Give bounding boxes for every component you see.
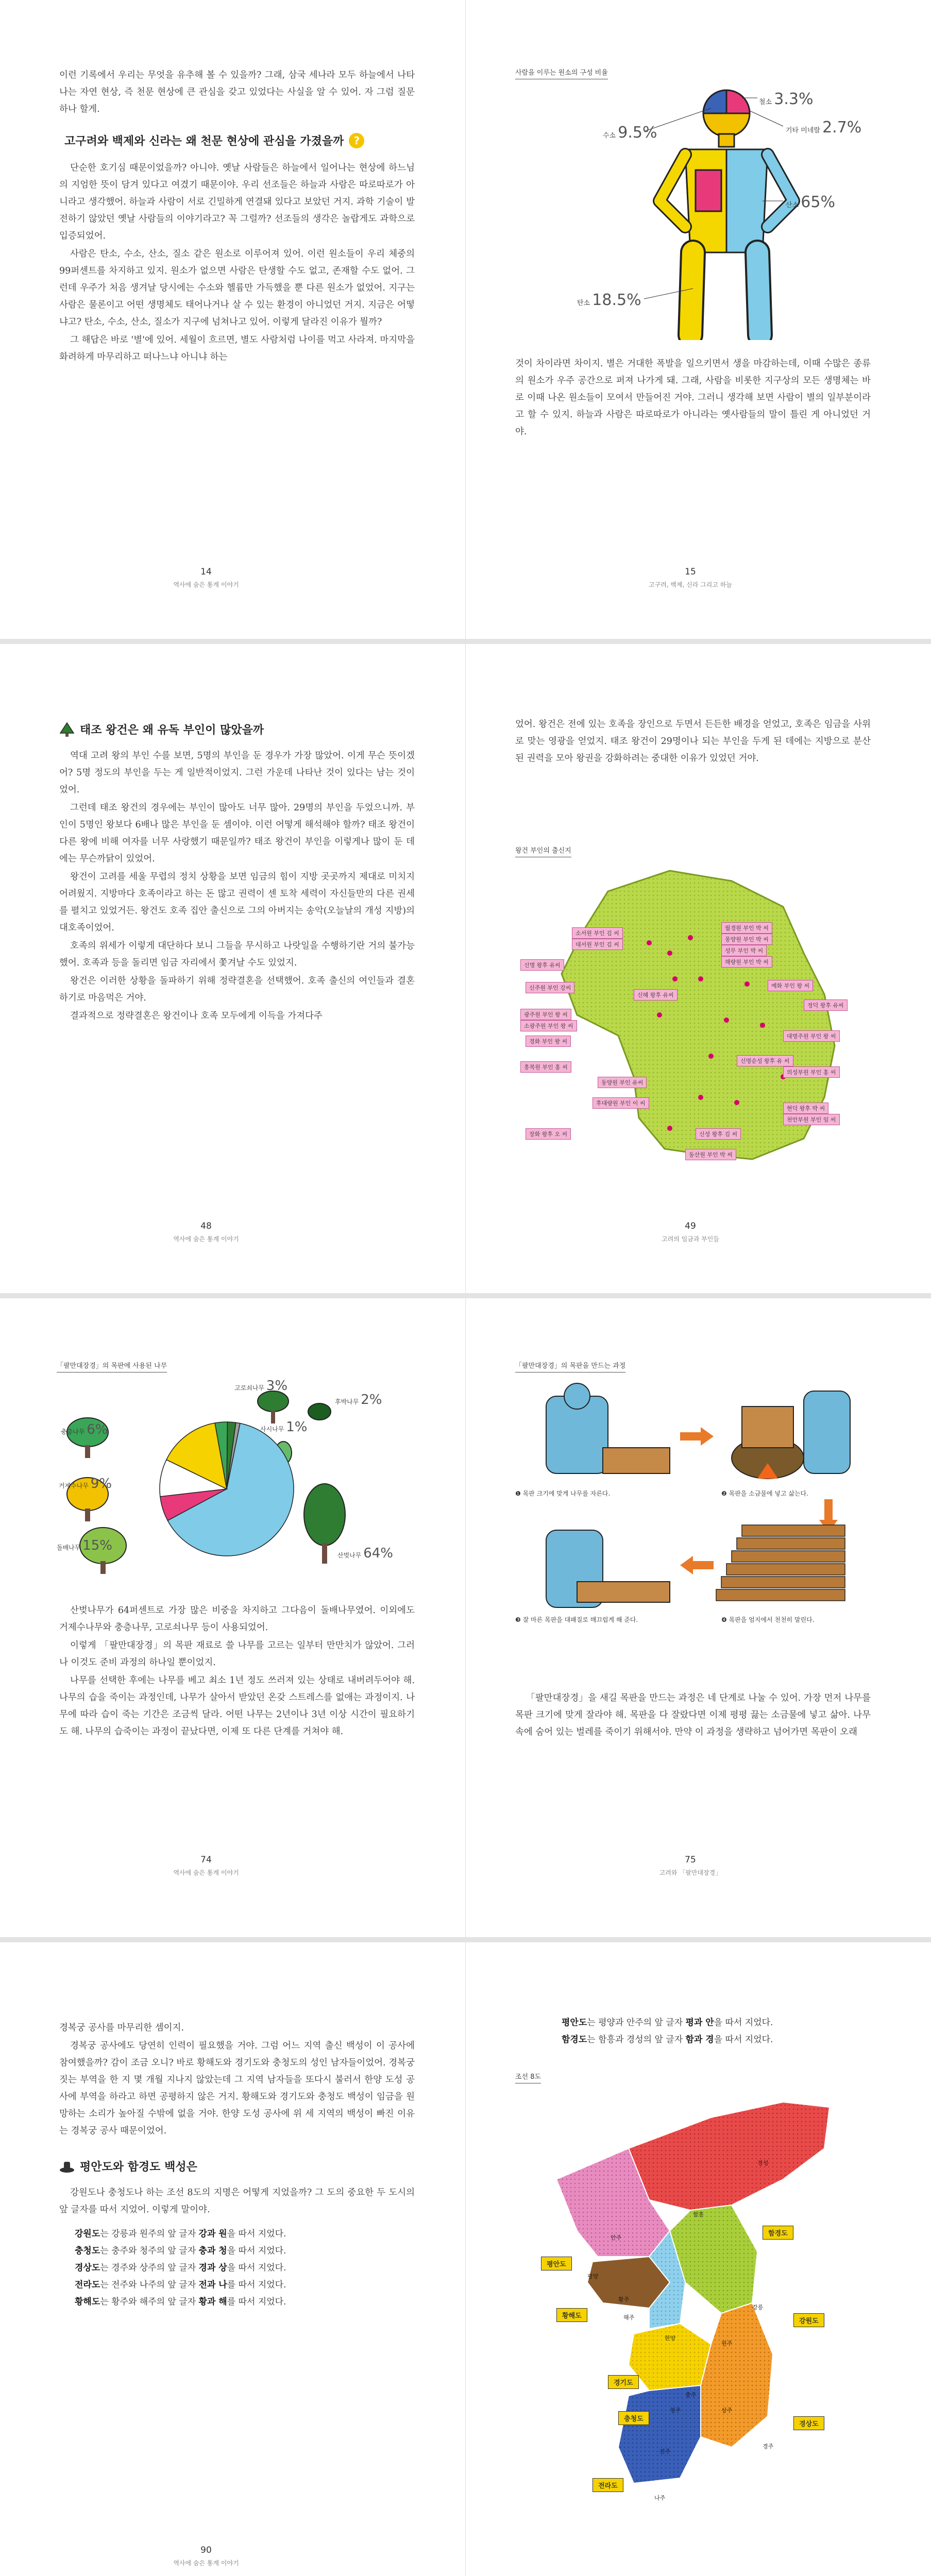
figure-caption: 「팔만대장경」의 목판을 만드는 과정 xyxy=(515,1360,625,1372)
map-label: 현덕 왕후 박 씨 xyxy=(783,1103,828,1114)
map-label: 황해도 xyxy=(556,2308,587,2322)
paragraph: 었어. 왕건은 전에 있는 호족을 장인으로 두면서 든든한 배경을 얻었고, 호족은 임금을 사위로 맞는 영광을 얻었지. 태조 왕건이 29명이나 되는 부인을 두게 된 데에는 지방으로 분산된 권력을 모아 왕권을 강화하려는 중대한 이유가 있었던 거야. xyxy=(515,719,871,764)
spread-3 xyxy=(0,1298,931,1937)
pie-label: 후박나무 2% xyxy=(335,1392,382,1408)
step-caption: ❶ 목판 크기에 맞게 나무를 자른다. xyxy=(515,1490,611,1497)
map-label: 황주 xyxy=(618,2296,630,2303)
map-label: 신혜 왕후 유씨 xyxy=(634,989,678,1001)
paragraph: 왕건이 고려를 세울 무렵의 정치 상황을 보면 임금의 힘이 지방 곳곳까지 제대로 미치지 어려웠지. 지방마다 호족이라고 하는 돈 많고 권력이 센 토착 세력이 자신들만의 다른 권세를 펼치고 있었거든. 왕건도 호족 집안 출신으로 그의 아버지는 송악(오늘날의 개성 지방)의 대호족이었어. xyxy=(59,872,415,933)
section-heading: 태조 왕건은 왜 유독 부인이 많았을까 xyxy=(59,721,415,737)
origin-item: 경상도는 경주와 상주의 앞 글자 경과 상을 따서 지었다. xyxy=(75,2263,286,2273)
paragraph: 왕건은 이러한 상황을 돌파하기 위해 정략결혼을 선택했어. 호족 출신의 여인들과 결혼하기로 마음먹은 거야. xyxy=(59,976,415,1003)
map-label: 청주 xyxy=(670,2407,681,2414)
figure-caption: 왕건 부인의 출신지 xyxy=(515,845,571,857)
paragraph: 호족의 위세가 이렇게 대단하다 보니 그들을 무시하고 나랏일을 수행하기란 거의 불가능했어. 호족과 등을 돌리면 임금 자리에서 쫓겨날 수도 있었지. xyxy=(59,941,415,968)
figure-element-ratio xyxy=(515,67,866,335)
page-number-left: 48 역사에 숨은 통계 이야기 xyxy=(173,1221,239,1243)
map-label: 경주 xyxy=(763,2443,774,2450)
province-origin-list xyxy=(75,2226,415,2311)
left-page-text xyxy=(59,1602,415,1741)
pie-label: 사시나무 1% xyxy=(260,1419,308,1435)
step-caption: ❷ 목판을 소금물에 넣고 삶는다. xyxy=(721,1490,808,1497)
paragraph: 「팔만대장경」을 새길 목판을 만드는 과정은 네 단계로 나눌 수 있어. 가장 먼저 나무를 목판 크기에 맞게 잘라야 해. 목판을 다 잘랐다면 이제 평평 끓는 소금물에 넣고 삶아. 나무속에 숨어 있는 벌레를 죽이기 위해서야. 만약 이 과정을 생략하고 넘어가면 목판이 오래 xyxy=(515,1693,871,1737)
left-page-text xyxy=(59,721,415,1026)
paragraph: 그런데 태조 왕건의 경우에는 부인이 많아도 너무 많아. 29명의 부인을 두었으니까. 부인이 5명인 왕보다 6배나 많은 부인을 둔 셈이야. 이런 어떻게 해석해야 할까? 태조 왕건이 다른 왕에 비해 여자를 너무 사랑했기 때문일까? 태조 왕건이 부인을 이렇게나 많이 둔 데에는 무슨까닭이 있었어. xyxy=(59,803,415,864)
origin-item: 강원도는 강릉과 원주의 앞 글자 강과 원을 따서 지었다. xyxy=(75,2229,286,2239)
map-label: 전주 xyxy=(659,2448,671,2455)
map-label: 상주 xyxy=(721,2407,733,2414)
paragraph: 강원도나 충청도나 하는 조선 8도의 지명은 어떻게 지었을까? 그 도의 중요한 두 도시의 앞 글자를 따서 지었어. 이렇게 말이야. xyxy=(59,2188,415,2215)
gutter xyxy=(465,1298,466,1937)
map-label: 함흥 xyxy=(693,2211,704,2218)
map-label: 경성 xyxy=(757,2160,769,2166)
page-number-left: 90 역사에 숨은 통계 이야기 xyxy=(173,2545,239,2567)
paragraph: 경복궁 공사에도 당연히 인력이 필요했을 거야. 그럼 어느 지역 출신 백성이 이 공사에 참여했을까? 감이 조금 오니? 바로 황해도와 경기도와 충청도의 성인 남자들이었어. 경복궁 짓는 부역을 한 지 몇 개월 지나지 않았는데 그 지역 남자들을 또다시 불러서 한양 도성 공사에 부역을 하라고 하면 공평하지 않은 거지. 황해도와 경기도와 충청도 백성이 임금을 원망하는 소리가 높아질 수밖에 없을 거야. 한양 도성 공사에 위 세 지역의 백성이 빠진 이유는 경복궁 공사 때문이었어. xyxy=(59,2041,415,2136)
map-label: 강릉 xyxy=(752,2304,764,2311)
map-label: 원주 xyxy=(721,2340,733,2347)
map-label: 신주원 부인 강씨 xyxy=(526,982,574,993)
map-label: 경상도 xyxy=(793,2416,824,2430)
map-label: 경화 부인 왕 씨 xyxy=(526,1036,571,1047)
map-label: 장화 왕후 오 씨 xyxy=(526,1128,571,1140)
paragraph: 역대 고려 왕의 부인 수를 보면, 5명의 부인을 둔 경우가 가장 많았어. 이게 무슨 뜻이겠어? 5명 정도의 부인을 두는 게 일반적이었지. 그런 가운데 나타난 것이 있다는 남는 것이었어. xyxy=(59,751,415,795)
province-origin-list-right xyxy=(562,2014,871,2048)
map-label: 강원도 xyxy=(793,2313,824,2327)
origin-item: 평안도는 평양과 안주의 앞 글자 평과 안을 따서 지었다. xyxy=(562,2018,773,2028)
spread-separator xyxy=(0,1937,931,1942)
process-figure xyxy=(515,1360,876,1649)
pie-label: 거제수나무 9% xyxy=(59,1476,112,1492)
map-label: 예화 부인 왕 씨 xyxy=(768,980,813,991)
spread-separator xyxy=(0,1293,931,1298)
spread-1 xyxy=(0,0,931,639)
gutter xyxy=(465,644,466,1293)
spread-4 xyxy=(0,1942,931,2576)
left-page-text xyxy=(59,2020,415,2311)
paragraph: 그 해답은 바로 '별'에 있어. 세월이 흐르면, 별도 사람처럼 나이를 먹고 사라져. 마지막을 화려하게 마무리하고 떠나느냐 아니냐 하는 xyxy=(59,335,415,362)
map-label: 동산원 부인 박 씨 xyxy=(685,1149,736,1160)
map-label: 신명 왕후 유씨 xyxy=(520,959,564,971)
map-label: 대명주원 부인 왕 씨 xyxy=(783,1030,840,1042)
right-page-text xyxy=(515,355,871,442)
section-heading: 평안도와 함경도 백성은 xyxy=(59,2158,415,2174)
map-label: 정덕 왕후 유씨 xyxy=(804,999,848,1011)
paragraph: 것이 차이라면 차이지. 별은 거대한 폭발을 일으키면서 생을 마감하는데, 이때 수많은 종류의 원소가 우주 공간으로 퍼져 나가게 돼. 그래, 사람을 비롯한 지구상의 모든 생명체는 바로 이때 나온 원소들이 모여서 만들어진 거야. 그러니 생각해 보면 사람이 별의 일부분이라고 할 수 있지. 하늘과 사람은 따로따로가 아니라는 옛사람들의 말이 틀린 게 아니었던 거야. xyxy=(515,359,871,437)
tree-icon xyxy=(59,722,75,737)
paragraph: 결과적으로 정략결혼은 왕건이나 호족 모두에게 이득을 가져다주 xyxy=(70,1011,323,1021)
map-label: 천안부원 부인 임 씨 xyxy=(783,1114,840,1125)
map-label: 해주 xyxy=(623,2314,635,2321)
map-wang-geon-wives xyxy=(515,845,876,1175)
origin-item: 함경도는 함흥과 경성의 앞 글자 함과 경을 따서 지었다. xyxy=(562,2035,773,2045)
map-label: 신명순성 왕후 유 씨 xyxy=(737,1055,793,1066)
map-label: 소광주원 부인 왕 씨 xyxy=(520,1020,577,1031)
map-label: 대서원 부인 김 씨 xyxy=(572,939,623,950)
page-number-right: 75 고려와 「팔만대장경」 xyxy=(659,1855,722,1876)
page-number-left: 14 역사에 숨은 통계 이야기 xyxy=(173,567,239,588)
map-label: 함경도 xyxy=(763,2226,793,2240)
paragraph: 사람은 탄소, 수소, 산소, 질소 같은 원소로 이루어져 있어. 이런 원소들이 우리 체중의 99퍼센트를 차지하고 있지. 원소가 없으면 사람은 탄생할 수도 없고, 존재할 수도 없어. 그런데 우주가 처음 생겨날 당시에는 수소와 헬륨만 가득했을 뿐 다른 원소가 없었어. 지구는 사람은 물론이고 어떤 생명체도 태어나거나 살 수 있는 환경이 아니었던 거지. 지금은 어떻냐고? 탄소, 수소, 산소, 질소가 지구에 넘쳐나고 있어. 이렇게 달라진 이유가 뭘까? xyxy=(59,249,415,327)
origin-item: 충청도는 충주와 청주의 앞 글자 충과 청을 따서 지었다. xyxy=(75,2246,286,2256)
question-icon: ? xyxy=(349,133,364,148)
map-label: 흥복원 부인 홍 씨 xyxy=(520,1061,571,1073)
paragraph: 경복궁 공사를 마무리한 셈이지. xyxy=(59,2023,184,2033)
figure-caption: 조선 8도 xyxy=(515,2071,541,2083)
map-label: 몽양원 부인 박 씨 xyxy=(721,934,772,945)
map-label: 평양 xyxy=(587,2273,599,2280)
element-label-iron: 철소 3.3% xyxy=(759,90,814,108)
pie-label: 돌배나무 15% xyxy=(57,1538,112,1553)
map-label: 나주 xyxy=(654,2495,666,2501)
spread-2 xyxy=(0,644,931,1293)
spread-separator xyxy=(0,639,931,644)
origin-item: 황해도는 황주와 해주의 앞 글자 황과 해를 따서 지었다. xyxy=(75,2297,286,2307)
map-label: 한양 xyxy=(665,2335,676,2342)
map-label: 광주원 부인 왕 씨 xyxy=(520,1009,571,1020)
pie-label: 충층나무 6% xyxy=(61,1422,108,1437)
pie-figure xyxy=(57,1360,417,1587)
map-label: 의성부원 부인 홍 씨 xyxy=(783,1066,840,1078)
right-page-text xyxy=(515,716,871,768)
paragraph: 이렇게 「팔만대장경」의 목판 재료로 쓸 나무를 고르는 일부터 만만치가 않았어. 그러나 이것도 준비 과정의 하나일 뿐이었지. xyxy=(59,1640,415,1668)
element-label-minerals: 기타 미네랄 2.7% xyxy=(786,118,862,137)
section-heading: 고구려와 백제와 신라는 왜 천문 현상에 관심을 가졌을까 ? xyxy=(64,132,415,148)
figure-caption: 「팔만대장경」의 목판에 사용된 나무 xyxy=(57,1360,167,1372)
figure-caption: 사람을 이루는 원소의 구성 비율 xyxy=(515,67,608,79)
pie-label: 고로쇠나무 3% xyxy=(234,1378,288,1394)
element-label-hydrogen: 수소 9.5% xyxy=(603,124,657,142)
element-label-carbon: 탄소 18.5% xyxy=(577,291,641,309)
page-number-left: 74 역사에 숨은 통계 이야기 xyxy=(173,1855,239,1876)
paragraph: 나무를 선택한 후에는 나무를 베고 최소 1년 정도 쓰러져 있는 상태로 내버려두어야 해. 나무의 습을 죽이는 과정인데, 나무가 살아서 받았던 온갖 스트레스를 없애는 과정이지. 나무에 따라 습이 죽는 기간은 조금씩 달라. 어떤 나무는 2년이나 3년 이상 시간이 필요하기도 해. 나무의 습죽이는 과정이 끝났다면, 이제 또 다른 단계를 거쳐야 해. xyxy=(59,1675,415,1737)
gutter xyxy=(465,0,466,639)
map-label: 소서원 부인 김 씨 xyxy=(572,927,623,939)
left-page-text xyxy=(59,67,415,367)
map-label: 경기도 xyxy=(608,2375,639,2389)
hat-icon xyxy=(59,2160,75,2173)
element-label-oxygen: 산소 65% xyxy=(786,193,835,211)
gutter xyxy=(465,1942,466,2576)
right-page-text xyxy=(515,1690,871,1742)
page-number-right: 49 고려의 임금과 부인들 xyxy=(662,1221,719,1243)
paragraph: 이런 기록에서 우리는 무엇을 유추해 볼 수 있을까? 그래, 삼국 세나라 모두 하늘에서 나타나는 자연 현상, 즉 천문 현상에 큰 관심을 갖고 있었다는 사실을 알 수 있어. 자 그럼 질문 하나 할게. xyxy=(59,70,415,114)
origin-item: 전라도는 전주와 나주의 앞 글자 전과 나를 따서 지었다. xyxy=(75,2280,286,2290)
step-caption: ❸ 잘 마른 목판을 대패질로 매끄럽게 해 준다. xyxy=(515,1616,638,1623)
map-label: 충주 xyxy=(685,2392,697,2398)
map-label: 후대량원 부인 이 씨 xyxy=(593,1097,649,1109)
map-label: 안주 xyxy=(611,2234,622,2241)
paragraph: 단순한 호기심 때문이었을까? 아니야. 옛날 사람들은 하늘에서 일어나는 현상에 하느님의 지엄한 뜻이 담겨 있다고 여겼기 때문이야. 우리 선조들은 하늘과 사람은 따로따로가 아니라고 생각했어. 하늘과 사람이 서로 긴밀하게 연결돼 있다고 보았던 거지. 과학 기술이 발전하기 않았던 옛날 사람들의 이야기라고? 꼭 그럴까? 선조들의 생각은 놀랍게도 과학으로 입증되었어. xyxy=(59,163,415,241)
map-label: 신성 왕후 김 씨 xyxy=(696,1128,741,1140)
paragraph: 산벚나무가 64퍼센트로 가장 많은 비중을 차지하고 그다음이 돌배나무였어. 이외에도 거제수나무와 충층나무, 고로쇠나무 등이 사용되었어. xyxy=(59,1605,415,1633)
page-number-right: 15 고구려, 백제, 신라 그리고 하늘 xyxy=(649,567,732,588)
map-label: 성무 부인 박 씨 xyxy=(721,945,767,956)
map-label: 전라도 xyxy=(593,2478,623,2492)
map-label: 해량원 부인 박 씨 xyxy=(721,956,772,968)
map-label: 동양원 부인 유씨 xyxy=(598,1077,647,1088)
map-label: 충청도 xyxy=(618,2411,649,2425)
map-label: 평안도 xyxy=(541,2257,572,2270)
map-label: 월경원 부인 박 씨 xyxy=(721,922,772,934)
woodblock-process-illustration xyxy=(515,1376,876,1649)
pie-label: 산벚나무 64% xyxy=(337,1546,393,1561)
step-caption: ❹ 목판을 엄지에서 천천히 말린다. xyxy=(721,1616,815,1623)
map-joseon-8do xyxy=(515,2071,876,2535)
